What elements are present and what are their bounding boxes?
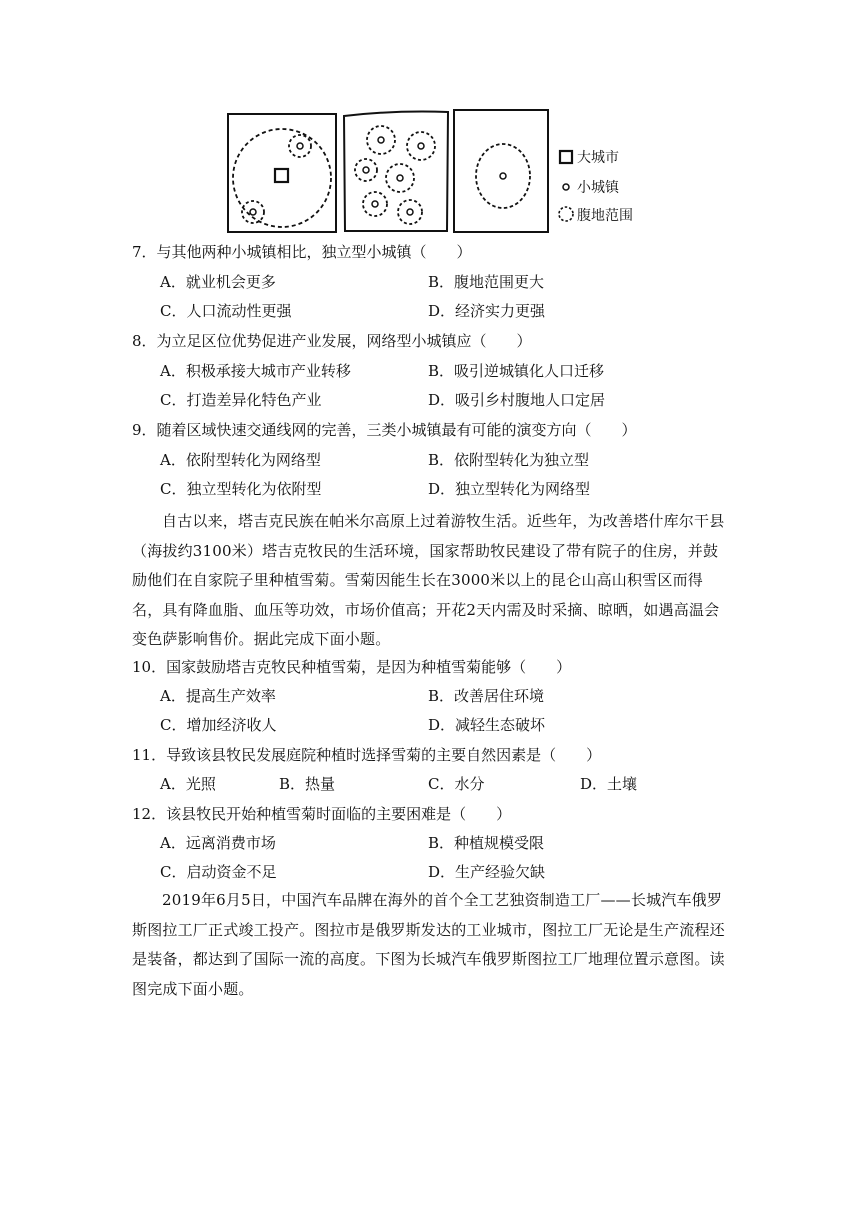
question-8-option-c: C．打造差异化特色产业 bbox=[160, 391, 322, 409]
question-10-stem: 10．国家鼓励塔吉克牧民种植雪菊，是因为种植雪菊能够（ ） bbox=[132, 658, 572, 676]
question-11-option-b: B．热量 bbox=[279, 775, 336, 793]
question-12-option-c: C．启动资金不足 bbox=[160, 863, 277, 881]
hinterland-legend-icon bbox=[559, 207, 573, 221]
question-8-option-a: A．积极承接大城市产业转移 bbox=[160, 362, 351, 380]
question-8-option-b: B．吸引逆城镇化人口迁移 bbox=[428, 362, 605, 380]
panel-network bbox=[344, 112, 448, 232]
town-types-figure bbox=[226, 106, 646, 234]
big-city-icon bbox=[275, 169, 288, 182]
question-11-option-a: A．光照 bbox=[160, 775, 216, 793]
legend-small-town: 小城镇 bbox=[577, 180, 619, 196]
legend-big-city: 大城市 bbox=[577, 150, 619, 166]
question-10-option-a: A．提高生产效率 bbox=[160, 687, 276, 705]
question-9-option-d: D．独立型转化为网络型 bbox=[428, 480, 591, 498]
question-12-option-a: A．远离消费市场 bbox=[160, 834, 276, 852]
question-7-option-b: B．腹地范围更大 bbox=[428, 273, 545, 291]
question-7-option-c: C．人口流动性更强 bbox=[160, 302, 292, 320]
question-7-option-d: D．经济实力更强 bbox=[428, 302, 546, 320]
question-10-option-c: C．增加经济收人 bbox=[160, 716, 277, 734]
question-7-option-a: A．就业机会更多 bbox=[160, 273, 276, 291]
question-12-option-d: D．生产经验欠缺 bbox=[428, 863, 546, 881]
question-11-stem: 11．导致该县牧民发展庭院种植时选择雪菊的主要自然因素是（ ） bbox=[132, 746, 602, 764]
question-12-stem: 12．该县牧民开始种植雪菊时面临的主要困难是（ ） bbox=[132, 805, 512, 823]
question-9-option-b: B．依附型转化为独立型 bbox=[428, 451, 590, 469]
legend bbox=[559, 149, 633, 224]
question-8-option-d: D．吸引乡村腹地人口定居 bbox=[428, 391, 606, 409]
question-10-option-b: B．改善居住环境 bbox=[428, 687, 545, 705]
passage-snow-chrysanthemum: 自古以来，塔吉克民族在帕米尔高原上过着游牧生活。近些年，为改善塔什库尔干县（海拔约3100米）塔吉克牧民的生活环境，国家帮助牧民建设了带有院子的住房，并鼓励他们在自家院子里种植雪菊。雪菊因能生长在3000米以上的昆仑山高山积雪区而得名，具有降血脂、血压等功效，市场价值高；开花2天内需及时采摘、晾晒，如遇高温会变色萨影响售价。据此完成下面小题。 bbox=[132, 512, 725, 648]
question-8-stem: 8．为立足区位优势促进产业发展，网络型小城镇应（ ） bbox=[132, 332, 532, 350]
question-9-stem: 9．随着区域快速交通线网的完善，三类小城镇最有可能的演变方向（ ） bbox=[132, 421, 637, 439]
question-10-option-d: D．减轻生态破坏 bbox=[428, 716, 546, 734]
question-11-option-c: C．水分 bbox=[428, 775, 485, 793]
question-9-option-c: C．独立型转化为依附型 bbox=[160, 480, 322, 498]
question-7-stem: 7．与其他两种小城镇相比，独立型小城镇（ ） bbox=[132, 243, 472, 261]
big-city-legend-icon bbox=[560, 151, 572, 163]
panel-independent bbox=[454, 110, 548, 232]
panel-attached bbox=[228, 114, 336, 232]
question-9-option-a: A．依附型转化为网络型 bbox=[160, 451, 321, 469]
question-11-option-d: D．土壤 bbox=[580, 775, 638, 793]
passage-great-wall-motor: 2019年6月5日，中国汽车品牌在海外的首个全工艺独资制造工厂——长城汽车俄罗斯图拉工厂正式竣工投产。图拉市是俄罗斯发达的工业城市，图拉工厂无论是生产流程还是装备，都达到了国际一流的高度。下图为长城汽车俄罗斯图拉工厂地理位置示意图。读图完成下面小题。 bbox=[132, 891, 725, 998]
question-12-option-b: B．种植规模受限 bbox=[428, 834, 545, 852]
small-town-legend-icon bbox=[563, 184, 569, 190]
legend-hinterland: 腹地范围 bbox=[577, 208, 633, 224]
town-types-diagram bbox=[226, 106, 646, 234]
